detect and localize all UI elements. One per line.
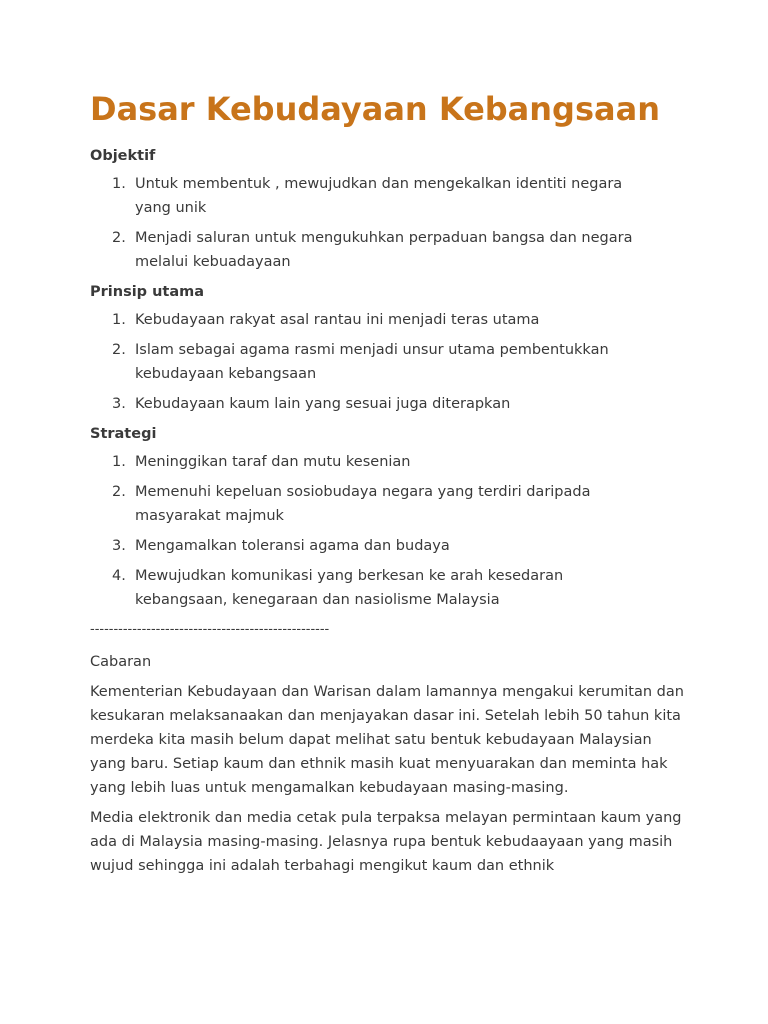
list-item: [90, 450, 660, 474]
list-item: [90, 534, 660, 558]
list-item-number: 1.: [112, 312, 126, 328]
section-heading-objektif: Objektif: [90, 148, 156, 164]
list-item-number: 3.: [112, 396, 126, 412]
list-item-text: Kebudayaan rakyat asal rantau ini menjadi teras utama: [135, 312, 540, 328]
prinsip-utama-list: [90, 308, 690, 416]
list-item-number: 2.: [112, 342, 126, 358]
list-item-number: 2.: [112, 484, 126, 500]
list-item: [90, 564, 660, 612]
list-item-text: Memenuhi kepeluan sosiobudaya negara yang terdiri daripada masyarakat majmuk: [135, 484, 591, 524]
list-item-text: Islam sebagai agama rasmi menjadi unsur utama pembentukkan kebudayaan kebangsaan: [135, 342, 609, 382]
body-paragraph: Kementerian Kebudayaan dan Warisan dalam lamannya mengakui kerumitan dan kesukaran melaksanaakan dan menjayakan dasar ini. Setelah lebih 50 tahun kita merdeka kita masih belum dapat melihat satu bentuk kebudayaan Malaysian yang baru. Setiap kaum dan ethnik masih kuat menyuarakan dan meminta hak yang lebih luas untuk mengamalkan kebudayaan masing-masing.: [90, 684, 684, 796]
list-item: [90, 338, 660, 386]
body-paragraph: Media elektronik dan media cetak pula terpaksa melayan permintaan kaum yang ada di Malaysia masing-masing. Jelasnya rupa bentuk kebudaayaan yang masih wujud sehingga ini adalah terbahagi mengikut kaum dan ethnik: [90, 810, 682, 874]
cabaran-label: Cabaran: [90, 654, 152, 670]
section-heading-strategi: Strategi: [90, 426, 157, 442]
section-heading-prinsip-utama: Prinsip utama: [90, 284, 205, 300]
list-item-text: Mengamalkan toleransi agama dan budaya: [135, 538, 450, 554]
section-divider: ---------------------------------------------------: [90, 622, 330, 637]
list-item-number: 1.: [112, 454, 126, 470]
list-item-text: Menjadi saluran untuk mengukuhkan perpaduan bangsa dan negara melalui kebuadayaan: [135, 230, 633, 270]
list-item-number: 4.: [112, 568, 126, 584]
document-page: [90, 84, 690, 884]
list-item-number: 1.: [112, 176, 126, 192]
list-item: [90, 392, 660, 416]
list-item-number: 2.: [112, 230, 126, 246]
list-item: [90, 308, 660, 332]
objektif-list: [90, 172, 690, 274]
list-item: [90, 480, 660, 528]
list-item-text: Kebudayaan kaum lain yang sesuai juga diterapkan: [135, 396, 511, 412]
list-item: [90, 172, 660, 220]
strategi-list: [90, 450, 690, 612]
list-item-text: Mewujudkan komunikasi yang berkesan ke arah kesedaran kebangsaan, kenegaraan dan nasiolisme Malaysia: [135, 568, 564, 608]
list-item-text: Meninggikan taraf dan mutu kesenian: [135, 454, 411, 470]
list-item-number: 3.: [112, 538, 126, 554]
list-item-text: Untuk membentuk , mewujudkan dan mengekalkan identiti negara yang unik: [135, 176, 623, 216]
list-item: [90, 226, 660, 274]
document-title: Dasar Kebudayaan Kebangsaan: [90, 90, 660, 128]
